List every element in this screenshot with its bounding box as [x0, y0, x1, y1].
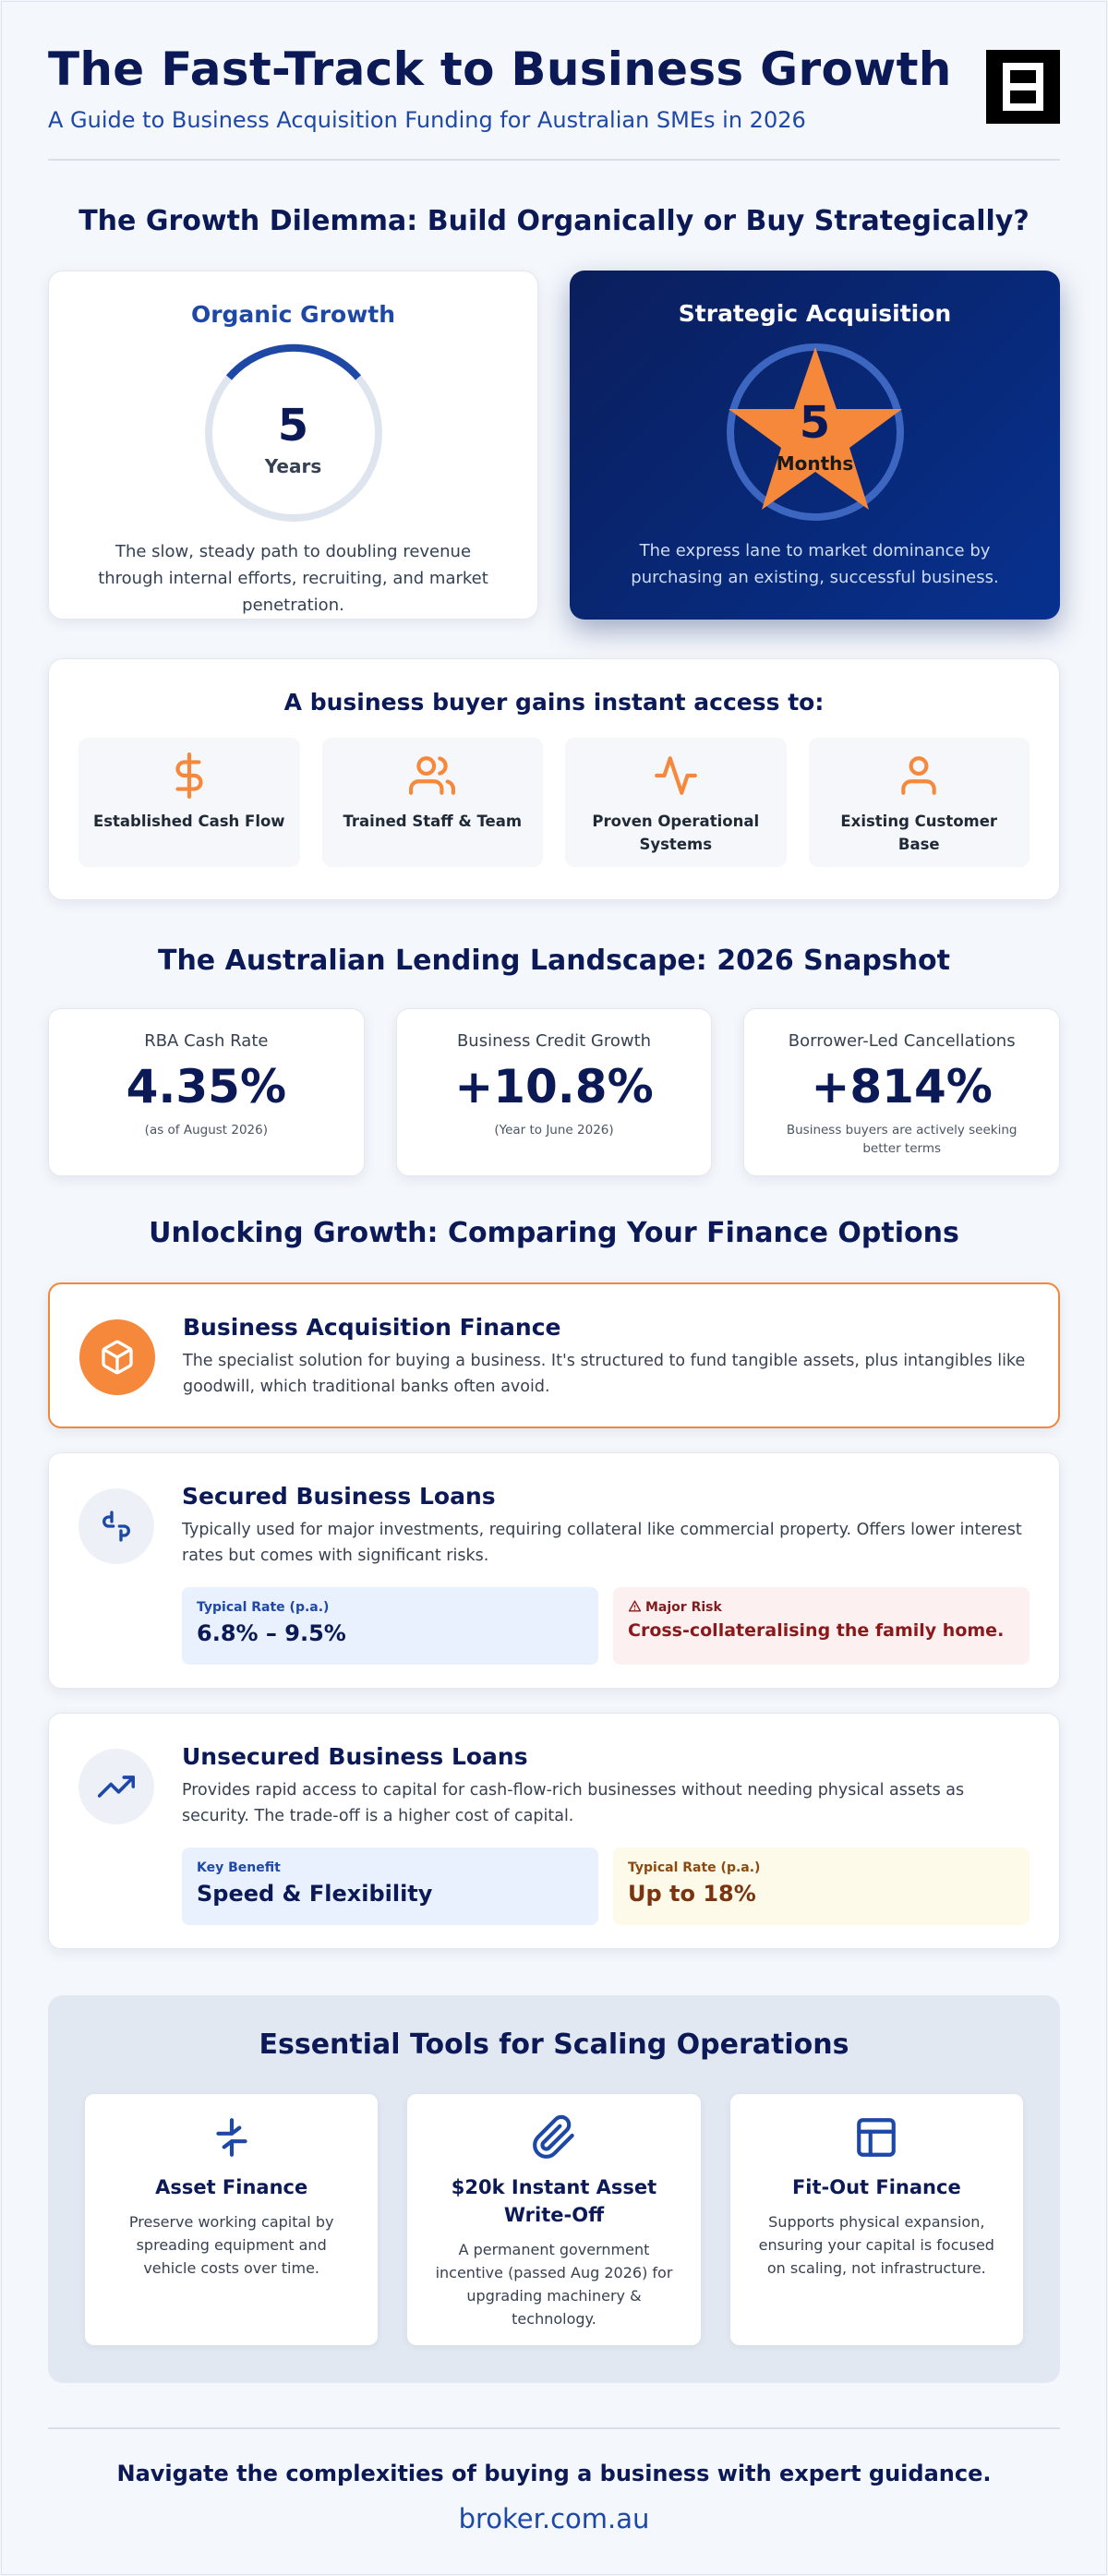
tool-description: A permanent government incentive (passed Aug 2026) for upgrading machinery & technology.: [435, 2241, 673, 2328]
access-title: A business buyer gains instant access to:: [283, 689, 825, 716]
dilemma-title: The Growth Dilemma: Build Organically or Buy Strategically?: [78, 205, 1030, 237]
pill-label: Typical Rate (p.a.): [628, 1860, 761, 1875]
access-label: Existing Customer Base: [840, 813, 998, 853]
tool-card-write-off: [407, 2094, 700, 2345]
stats-row: [48, 1008, 1060, 1176]
organic-gauge: [201, 341, 386, 525]
page-subtitle: A Guide to Business Acquisition Funding for Australian SMEs in 2026: [48, 107, 806, 133]
finance-option-acquisition: [48, 1282, 1060, 1428]
access-label: Proven Operational Systems: [592, 813, 760, 853]
users-icon: [322, 752, 544, 799]
warning-icon: [628, 1600, 645, 1615]
finance-title: Unlocking Growth: Comparing Your Finance Options: [149, 1217, 959, 1249]
organic-growth-card: [48, 271, 538, 620]
risk-pill: [613, 1587, 1030, 1665]
landscape-title: The Australian Lending Landscape: 2026 Snapshot: [157, 945, 951, 977]
finance-option-unsecured: [48, 1713, 1060, 1949]
stat-note: (Year to June 2026): [494, 1123, 614, 1138]
stat-card: [743, 1008, 1060, 1176]
dollar-icon: [78, 752, 300, 799]
access-tile-systems: [565, 738, 787, 867]
asset-finance-icon: [85, 2114, 378, 2161]
stat-card: [48, 1008, 365, 1176]
finance-option-title: Business Acquisition Finance: [183, 1314, 561, 1341]
pill-value: Up to 18%: [628, 1881, 756, 1907]
user-icon: [809, 752, 1030, 799]
stat-value: +814%: [811, 1060, 993, 1113]
access-card: [48, 658, 1060, 900]
finance-option-description: Provides rapid access to capital for cash-flow-rich businesses without needing physical assets as security. The trade-off is a higher cost of capital.: [182, 1781, 965, 1825]
footer-url-link[interactable]: broker.com.au: [458, 2503, 650, 2534]
rate-pill: [182, 1587, 598, 1665]
rate-pill: [613, 1848, 1030, 1925]
stat-value: 4.35%: [126, 1060, 287, 1113]
acquisition-description: The express lane to market dominance by purchasing an existing, successful business.: [631, 541, 999, 587]
organic-unit: Years: [264, 455, 322, 477]
tool-card-asset-finance: [85, 2094, 378, 2345]
finance-option-title: Unsecured Business Loans: [182, 1743, 528, 1770]
tools-title: Essential Tools for Scaling Operations: [259, 2028, 849, 2061]
activity-icon: [565, 752, 787, 799]
organic-description: The slow, steady path to doubling revenue through internal efforts, recruiting, and market penetration.: [98, 542, 488, 615]
organic-number: 5: [277, 400, 309, 451]
header: [48, 2, 1060, 161]
trending-up-icon: [78, 1749, 154, 1824]
stat-value: +10.8%: [454, 1060, 654, 1113]
stat-note: Business buyers are actively seeking better terms: [786, 1123, 1018, 1156]
paperclip-icon: [407, 2114, 700, 2161]
tool-title: Fit-Out Finance: [791, 2176, 961, 2198]
acquisition-gauge: [723, 340, 908, 524]
finance-option-secured: [48, 1452, 1060, 1689]
footer-cta: Navigate the complexities of buying a business with expert guidance.: [116, 2461, 992, 2486]
pill-label: Key Benefit: [197, 1860, 281, 1875]
brand-logo: [986, 50, 1060, 124]
access-tile-customers: [809, 738, 1030, 867]
organic-heading: Organic Growth: [190, 301, 396, 328]
tool-title: Asset Finance: [155, 2176, 308, 2198]
acquisition-number: 5: [799, 397, 831, 449]
access-label: Trained Staff & Team: [343, 813, 523, 830]
stat-label: RBA Cash Rate: [144, 1031, 269, 1051]
layout-icon: [730, 2114, 1023, 2161]
page: [1, 1, 1107, 2575]
footer: [48, 2427, 1060, 2534]
pill-label: Typical Rate (p.a.): [197, 1600, 330, 1615]
pill-value: Cross-collateralising the family home.: [628, 1620, 1005, 1641]
finance-option-description: The specialist solution for buying a business. It's structured to fund tangible assets, plus intangibles like goodwill, which traditional banks often avoid.: [183, 1352, 1026, 1396]
acquisition-unit: Months: [776, 452, 854, 475]
pill-value: Speed & Flexibility: [197, 1881, 433, 1907]
page-title: The Fast-Track to Business Growth: [48, 42, 952, 96]
stat-label: Business Credit Growth: [456, 1031, 652, 1051]
pill-value: 6.8% – 9.5%: [197, 1620, 346, 1646]
growth-comparison: [48, 271, 1060, 620]
tool-title: $20k Instant Asset Write-Off: [451, 2176, 657, 2226]
stat-card: [396, 1008, 713, 1176]
stat-note: (as of August 2026): [144, 1123, 268, 1138]
finance-option-title: Secured Business Loans: [182, 1483, 496, 1510]
acquisition-heading: Strategic Acquisition: [678, 300, 952, 327]
box-icon: [79, 1319, 155, 1395]
link-icon: [78, 1488, 154, 1564]
tool-description: Preserve working capital by spreading equipment and vehicle costs over time.: [128, 2213, 334, 2277]
finance-option-description: Typically used for major investments, requiring collateral like commercial property. Offers lower interest rates but comes with significant risks.: [182, 1521, 1022, 1565]
tools-section: [48, 1995, 1060, 2383]
acquisition-card: [570, 271, 1060, 620]
stat-label: Borrower-Led Cancellations: [788, 1031, 1016, 1051]
access-tile-cash-flow: [78, 738, 300, 867]
benefit-pill: [182, 1848, 598, 1925]
access-label: Established Cash Flow: [92, 813, 285, 830]
pill-label: Major Risk: [645, 1600, 722, 1615]
tool-description: Supports physical expansion, ensuring your capital is focused on scaling, not infrastructure.: [758, 2213, 994, 2277]
access-tile-staff: [322, 738, 544, 867]
tool-card-fit-out: [730, 2094, 1023, 2345]
